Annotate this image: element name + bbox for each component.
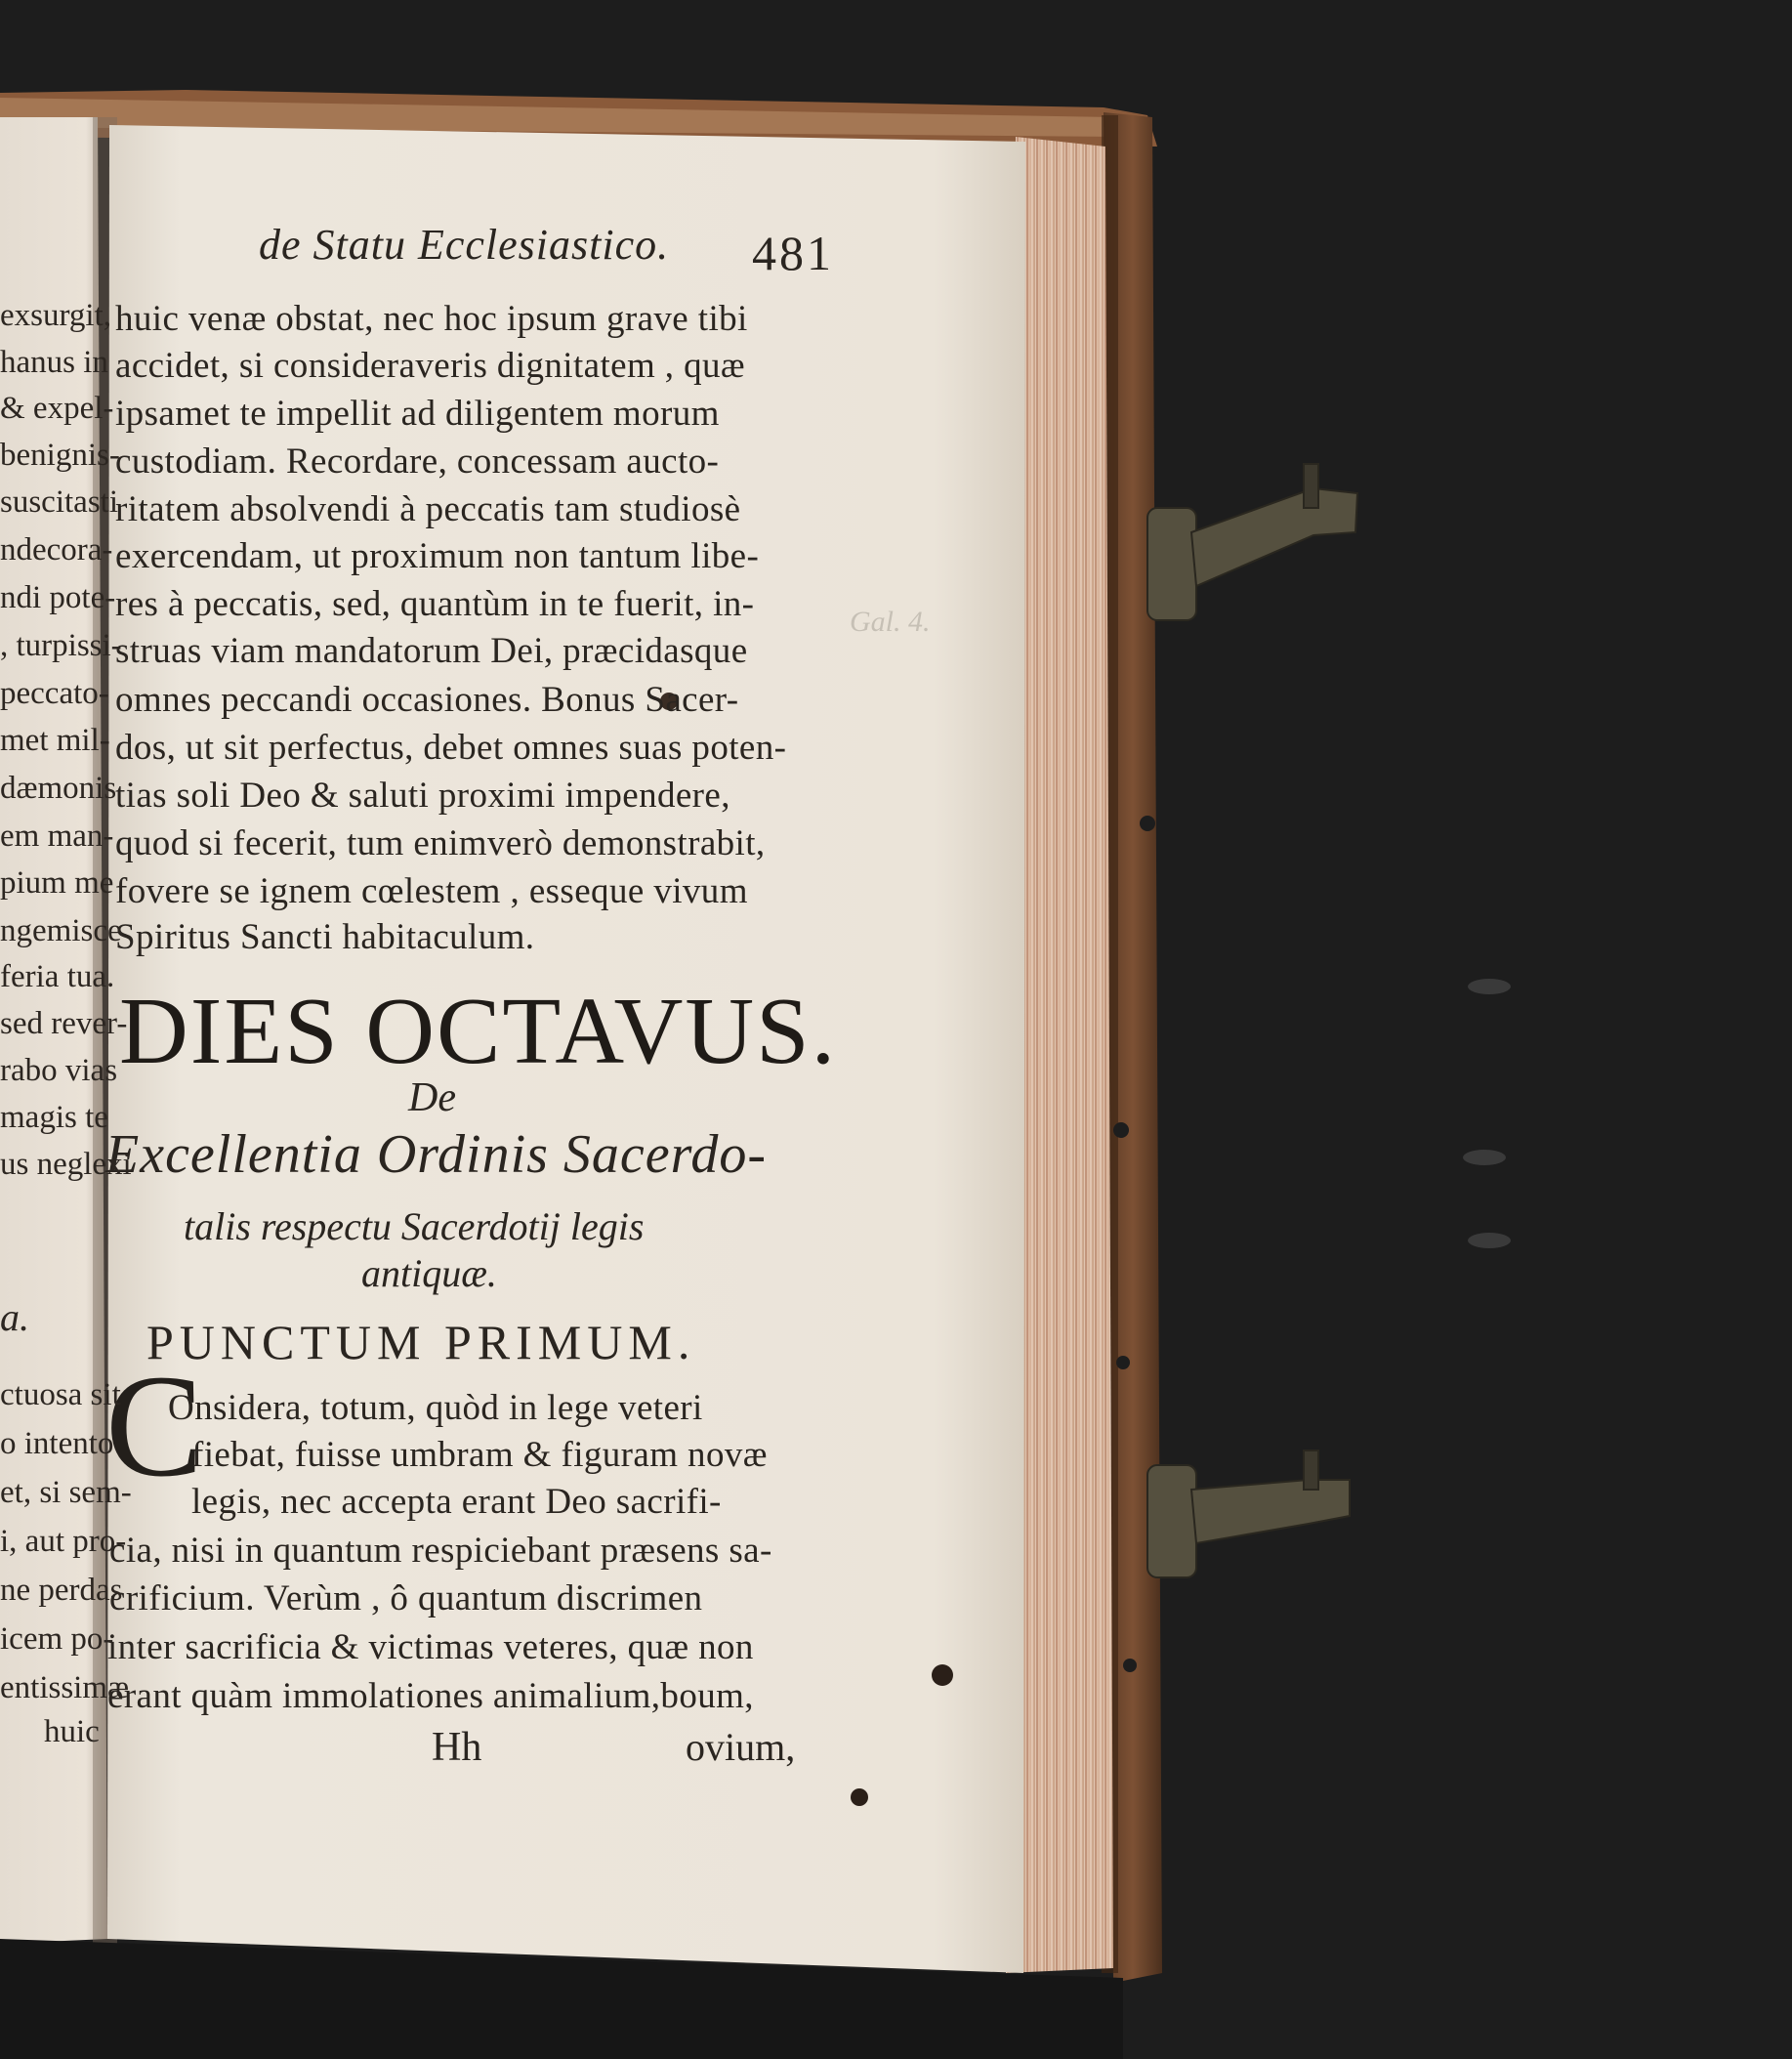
signature-mark: Hh: [432, 1725, 482, 1770]
left-page-line: ndi pote-: [0, 580, 116, 615]
show-through-note: Gal. 4.: [850, 606, 931, 638]
body-line: res à peccatis, sed, quantùm in te fuerit, in-: [115, 584, 755, 624]
left-page-line: dæmonis: [0, 771, 117, 806]
left-page-line: , turpissi-: [0, 628, 122, 663]
left-page-line: ctuosa sit: [0, 1377, 121, 1412]
catchword: ovium,: [686, 1725, 796, 1769]
left-page-line: peccato-: [0, 676, 109, 711]
left-page-line: em man-: [0, 819, 114, 854]
left-page-line: hanus in: [0, 345, 108, 380]
section-title: PUNCTUM PRIMUM.: [146, 1315, 696, 1369]
left-page-line: pium me: [0, 865, 114, 901]
drop-cap: C: [105, 1345, 204, 1507]
subtitle-line: talis respectu Sacerdotij legis: [184, 1204, 645, 1248]
left-page-line: & expel-: [0, 391, 114, 426]
body-line: huic venæ obstat, nec hoc ipsum grave tibi: [115, 299, 748, 339]
section-line: legis, nec accepta erant Deo sacrifi-: [191, 1482, 722, 1522]
body-line: ipsamet te impellit ad diligentem morum: [115, 394, 720, 434]
left-page-line: ngemisce: [0, 913, 122, 948]
running-head: de Statu Ecclesiastico.: [259, 221, 670, 269]
section-line: crificium. Verùm , ô quantum discrimen: [109, 1578, 703, 1618]
left-page-line: rabo vias: [0, 1053, 118, 1088]
section-line: Onsidera, totum, quòd in lege veteri: [168, 1388, 703, 1428]
left-page-line: met mil-: [0, 723, 110, 758]
left-page-line: benignis-: [0, 438, 120, 473]
left-page-line: magis te: [0, 1100, 108, 1135]
section-line: fiebat, fuisse umbram & figuram novæ: [191, 1435, 768, 1475]
left-page-line: feria tua.: [0, 959, 115, 994]
chapter-heading: DIES OCTAVUS.: [119, 979, 838, 1084]
left-page-line: icem po-: [0, 1621, 114, 1657]
left-page-line: ne perdas: [0, 1573, 123, 1608]
body-line: Spiritus Sancti habitaculum.: [115, 917, 535, 957]
left-page-line: entissimæ: [0, 1670, 130, 1705]
body-line: omnes peccandi occasiones. Bonus Sacer-: [115, 680, 739, 720]
body-line: struas viam mandatorum Dei, præcidasque: [115, 631, 748, 671]
body-line: quod si fecerit, tum enimverò demonstrabit,: [115, 823, 766, 863]
left-page-line: suscitasti: [0, 484, 118, 520]
body-line: dos, ut sit perfectus, debet omnes suas poten-: [115, 728, 787, 768]
section-line: inter sacrificia & victimas veteres, quæ non: [107, 1627, 754, 1667]
subtitle-line: Excellentia Ordinis Sacerdo-: [105, 1124, 768, 1185]
body-line: tias soli Deo & saluti proximi impendere,: [115, 776, 730, 816]
body-line: ritatem absolvendi à peccatis tam studiosè: [115, 489, 741, 529]
body-line: custodiam. Recordare, concessam aucto-: [115, 441, 720, 482]
subtitle-de: De: [408, 1075, 456, 1120]
left-page-line: us neglexi: [0, 1147, 132, 1182]
body-line: accidet, si consideraveris dignitatem , quæ: [115, 346, 745, 386]
subtitle-line: antiquæ.: [361, 1251, 497, 1295]
left-page-line: o intento: [0, 1426, 114, 1461]
left-page-line: ndecora-: [0, 532, 113, 567]
left-page-line: huic: [44, 1714, 100, 1749]
left-page-line: i, aut pro-: [0, 1524, 127, 1559]
body-line: fovere se ignem cœlestem , esseque vivum: [115, 871, 748, 911]
left-page-line: exsurgit,: [0, 298, 111, 333]
left-page-line: et, si sem-: [0, 1475, 132, 1510]
left-page-line: sed rever-: [0, 1006, 128, 1041]
section-line: cia, nisi in quantum respiciebant præsens sa-: [109, 1531, 772, 1571]
body-line: exercendam, ut proximum non tantum libe-: [115, 536, 760, 576]
section-line: erant quàm immolationes animalium,boum,: [107, 1676, 754, 1716]
left-page-line: a.: [0, 1295, 29, 1339]
page-number: 481: [752, 226, 834, 280]
